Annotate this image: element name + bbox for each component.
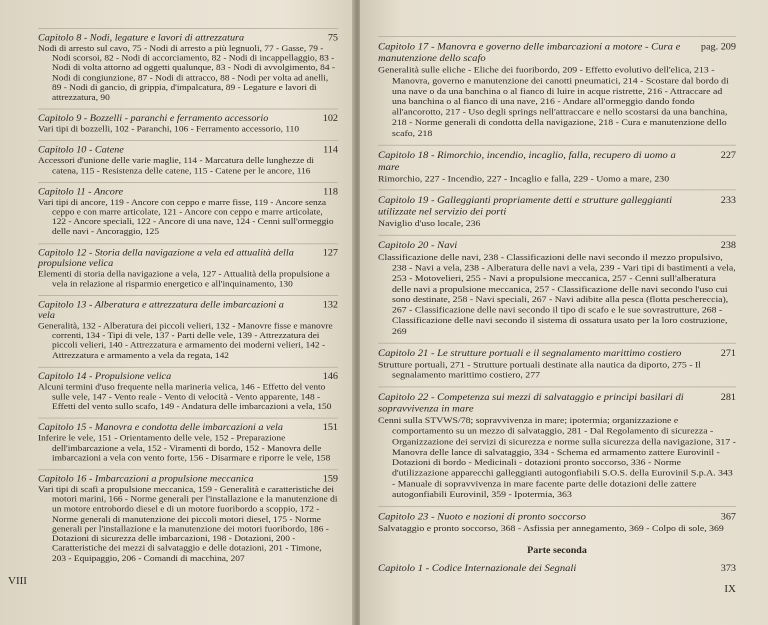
chapter-page-number: 238 [720,241,736,252]
chapter-contents: Alcuni termini d'uso frequente nella marineria velica, 146 - Effetto del vento sulle vele, 147 - Vento reale - Vento di velocità - Vento apparente, 148 - Effetti del vento sullo scafo, 149 - Andatura delle imbarcazioni a vela, 150 [38,383,332,412]
chapter-page-number: 367 [720,511,736,522]
chapter-title-text: Capitolo 21 - Le strutture portuali e il segnalamento marittimo costiero [378,348,682,359]
left-toc [38,28,338,570]
chapter-title-text: Capitolo 18 - Rimorchio, incendio, incaglio, falla, recupero di uomo a mare [378,150,676,173]
toc-entry [378,506,736,534]
chapter-page-number: 114 [323,145,338,156]
entry-divider [378,235,736,236]
toc-entry [378,36,736,139]
chapter-title-text: Capitolo 11 - Ancore [38,187,123,197]
entry-divider [38,295,338,296]
chapter-page-number: 146 [322,371,338,382]
entry-divider [38,140,338,141]
chapter-title [378,150,736,173]
toc-entry [38,109,338,135]
left-page [0,0,355,625]
chapter-title [378,563,736,575]
toc-entry [38,140,338,176]
chapter-title [38,372,338,383]
chapter-title-text: Capitolo 14 - Propulsione velica [38,371,172,382]
chapter-title-text: Capitolo 23 - Nuoto e nozioni di pronto soccorso [378,511,586,522]
part-heading: Parte seconda [527,546,587,557]
toc-entry [378,387,736,501]
chapter-title [378,511,736,523]
chapter-title [38,33,338,44]
chapter-title-text: Capitolo 15 - Manovra e condotta delle imbarcazioni a vela [38,423,283,433]
chapter-title-text: Capitolo 13 - Alberatura e attrezzatura delle imbarcazioni a vela [38,300,284,321]
toc-entry [38,243,338,290]
toc-entry [378,144,736,184]
chapter-contents: Salvataggio e pronto soccorso, 368 - Asfissia per annegamento, 369 - Colpo di sole, 369 [378,523,724,534]
right-folio: IX [724,583,736,595]
entry-divider [378,190,736,191]
chapter-title-text: Capitolo 8 - Nodi, legature e lavori di attrezzatura [38,33,245,43]
entry-divider [38,367,338,368]
toc-entry [38,295,338,361]
toc-entry [378,563,736,575]
chapter-page-number: pag. 209 [700,42,736,53]
chapter-contents: Rimorchio, 227 - Incendio, 227 - Incaglio e falla, 229 - Uomo a mare, 230 [378,173,670,184]
chapter-page-number: 118 [323,187,338,197]
chapter-page-number: 151 [322,423,338,433]
chapter-title-text: Capitolo 22 - Competenza sui mezzi di salvataggio e principi basilari di sopravvivenza in mare [378,392,684,415]
chapter-title-text: Capitolo 10 - Catene [38,145,124,156]
chapter-contents: Strutture portuali, 271 - Strutture portuali destinate alla nautica da diporto, 275 - Il segnalamento marittimo costiero, 277 [378,360,701,381]
toc-entry [38,418,338,464]
chapter-contents: Generalità, 132 - Alberatura dei piccoli velieri, 132 - Manovre fisse e manovre correnti, 134 - Tipi di vele, 137 - Parti delle vele, 139 - Attrezzatura dei piccoli velieri, 140 - Attrezzatura e armamento dei moderni velieri, 142 - Attrezzatura e armamento a vela da regata, 142 [38,322,333,361]
chapter-contents: Inferire le vele, 151 - Orientamento delle vele, 152 - Preparazione dell'imbarcazione a vela, 152 - Viramenti di bordo, 152 - Manovra delle imbarcazioni a vela con vento forte, 156 - Disarmare e riporre le vele, 158 [38,434,331,464]
chapter-title-text: Capitolo 9 - Bozzelli - paranchi e ferramento accessorio [38,114,269,124]
chapter-title-text: Capitolo 17 - Manovra e governo delle imbarcazioni a motore - Cura e manutenzione dello scafo [378,42,681,64]
toc-entry [38,469,338,564]
chapter-title [38,475,338,486]
left-folio: VIII [8,575,27,587]
chapter-page-number: 281 [720,392,736,403]
right-page [360,0,768,625]
toc-entry [378,235,736,337]
chapter-title-text: Capitolo 20 - Navi [378,241,458,252]
chapter-title-text: Capitolo 12 - Storia della navigazione a vela ed attualità della propulsione velica [38,248,294,269]
entry-divider [378,506,736,507]
toc-entry [38,182,338,238]
chapter-page-number: 132 [322,300,338,310]
chapter-title-text: Capitolo 19 - Galleggianti propriamente detti e strutture galleggianti utilizzate nel servizio dei porti [378,195,673,218]
chapter-title [378,195,736,218]
entry-divider [38,109,338,110]
chapter-page-number: 373 [720,564,736,575]
entry-divider [38,243,338,244]
chapter-title [38,146,338,157]
toc-entry [378,342,736,381]
chapter-page-number: 227 [720,150,736,161]
chapter-contents: Accessori d'unione delle varie maglie, 114 - Marcatura delle lunghezze di catena, 115 - Resistenza delle catene, 115 - Catene per le ancore, 116 [38,157,314,176]
chapter-contents: Vari tipi di ancore, 119 - Ancore con ceppo e marre fisse, 119 - Ancore senza ceppo e con marre articolate, 121 - Ancore con ceppo e marre articolate, 122 - Ancore speciali, 122 - Ancore di una nave, 124 - Cenni sull'ormeggio delle navi - Ancoraggio, 125 [38,198,334,237]
chapter-title [378,392,736,415]
entry-divider [38,28,338,29]
entry-divider [378,144,736,145]
entry-divider [378,36,736,37]
chapter-contents: Generalità sulle eliche - Eliche dei fuoribordo, 209 - Effetto evolutivo dell'elica, 213 - Manovra, governo e manutenzione dei canotti pneumatici, 214 - Scostare dal bordo di una nave o da una banchina o al fianco di luire in acque ristrette, 216 - Attraccare ad una banchina o al fianco di una nave, 216 - Andare all'ormeggio dando fondo all'ancorotto, 217 - Uso degli springs nell'attraccare e nello scostarsi da una banchina, 218 - Norme generali di condotta della navigazione, 218 - Cura e manutenzione dello scafo, 218 [378,65,729,139]
chapter-contents: Nodi di arresto sul cavo, 75 - Nodi di arresto a più legnuoli, 77 - Gasse, 79 - Nodi scorsoi, 82 - Nodi di accorciamento, 82 - Nodi di incappellaggio, 83 - Nodi di volta attorno ad oggetti qualunque, 83 - Nodi di avvolgimento, 84 - Nodi di congiunzione, 87 - Nodi di attracco, 88 - Nodi per volta ad anelli, 89 - Nodi di gancio, di grippia, d'impalcatura, 89 - Legature e lavori di attrezzatura, 90 [38,44,336,103]
toc-entry [378,190,736,230]
chapter-title [38,248,338,269]
toc-entry [38,367,338,413]
chapter-page-number: 159 [322,474,338,485]
chapter-contents: Vari tipi di scafi a propulsione meccanica, 159 - Generalità e caratteristiche dei motori marini, 166 - Norme generali per l'installazione e la manutenzione di un motore entrobordo diesel e di un motore fuoribordo a scoppio, 172 - Norme generali di manutenzione dei piccoli motori diesel, 175 - Norme generali per l'installazione e la manutenzione dei motori fuoribordo, 186 - Dotazioni di sicurezza delle imbarcazioni, 198 - Dotazioni, 200 - Caratteristiche dei mezzi di salvataggio e delle dotazioni, 201 - Timone, 203 - Equipaggio, 206 - Comandi di macchina, 207 [38,486,338,564]
chapter-page-number: 233 [720,195,736,206]
chapter-title-text: Capitolo 16 - Imbarcazioni a propulsione meccanica [38,474,254,485]
chapter-contents: Classificazione delle navi, 238 - Classificazioni delle navi secondo il mezzo propulsivo, 238 - Navi a vela, 238 - Alberatura delle navi a vela, 239 - Vari tipi di bastimenti a vela, 253 - Motovelieri, 255 - Navi a propulsione meccanica, 257 - Cenni sull'alberatura delle navi a propulsione meccanica, 257 - Classificazione delle navi secondo l'uso cui sono destinate, 258 - Navi speciali, 267 - Navi adibite alla pesca (flotta peschereccia), 267 - Classificazione delle navi secondo il tipo di scafo e le sue sovrastrutture, 268 - Classificazione delle navi secondo il sistema di ossatura usato per la loro costruzione, 269 [378,252,736,337]
chapter-page-number: 75 [327,33,338,43]
chapter-title [38,187,338,198]
chapter-page-number: 271 [720,348,736,359]
chapter-page-number: 102 [322,114,338,124]
chapter-title [38,114,338,125]
chapter-title [378,348,736,360]
chapter-title-text: Capitolo 1 - Codice Internazionale dei Segnali [378,564,577,575]
chapter-contents: Elementi di storia della navigazione a vela, 127 - Attualità della propulsione a vela in relazione al risparmio energetico e all'inquinamento, 130 [38,270,330,289]
right-toc [378,36,736,580]
entry-divider [38,182,338,183]
toc-entry [38,28,338,103]
chapter-title [378,240,736,252]
chapter-contents: Naviglio d'uso locale, 236 [378,219,481,229]
entry-divider [378,342,736,343]
entry-divider [38,469,338,470]
entry-divider [38,418,338,419]
entry-divider [378,387,736,388]
chapter-page-number: 127 [322,248,338,258]
chapter-contents: Vari tipi di bozzelli, 102 - Paranchi, 106 - Ferramento accessorio, 110 [38,125,300,135]
chapter-title [38,300,338,321]
chapter-contents: Cenni sulla STVWS/78; sopravvivenza in mare; ipotermia; organizzazione e comportamento su un mezzo di salvataggio, 281 - Dal Regolamento di sicurezza - Organizzazione dei servizi di sicurezza e norme sulla sicurezza della navigazione, 317 - Manovra delle lance di salvataggio, 334 - Schema ed armamento zattere Eurovinil - Dotazioni di bordo - Medicinali - dotazioni pronto soccorso, 336 - Norme d'utilizzazione apparecchi galleggianti autogonfiabili S.O.S. della Eurovinil S.p.A. 343 - Manuale di sopravvivenza in mare facente parte delle dotazioni delle zattere autogonfiabili Eurovinil, 359 - Ipotermia, 363 [378,416,736,500]
chapter-title [378,41,736,64]
chapter-title [38,423,338,434]
